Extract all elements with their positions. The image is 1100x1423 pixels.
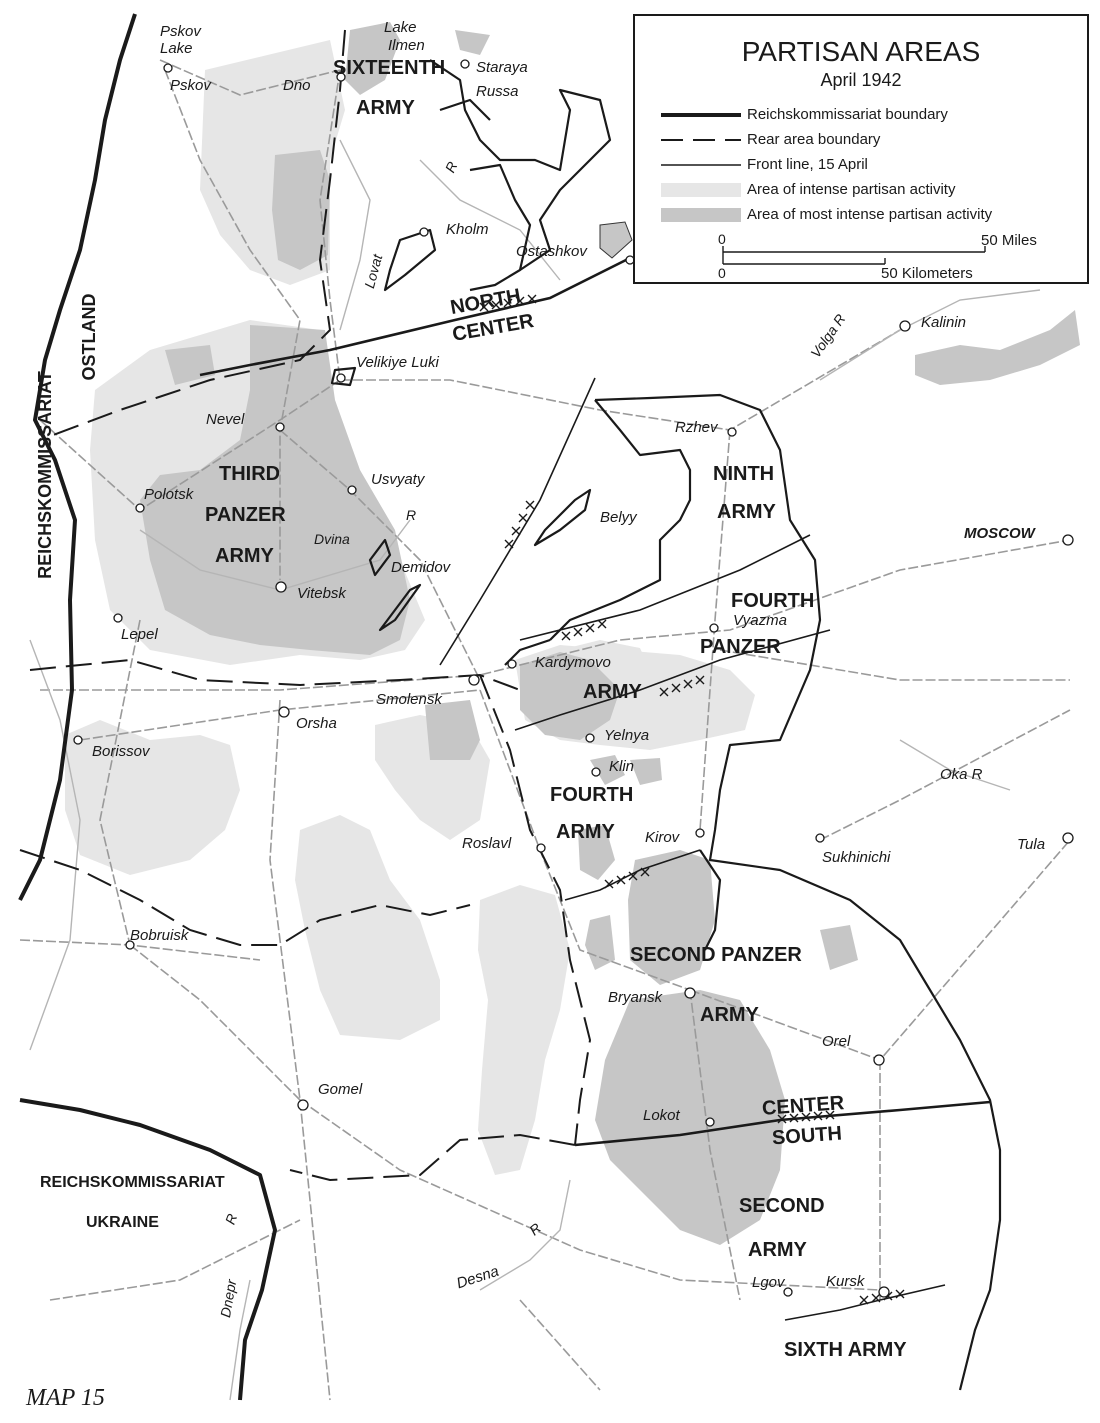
scale-miles-zero: 0 xyxy=(718,231,726,247)
label-tula: Tula xyxy=(1017,836,1046,853)
dark-shade-symbol xyxy=(661,208,741,222)
thick-line-symbol xyxy=(661,110,741,120)
label-borissov: Borissov xyxy=(92,743,150,760)
ostland-label xyxy=(36,330,76,620)
label-desna-r: R xyxy=(526,1219,545,1239)
sixteenth-army-1: SIXTEENTH xyxy=(333,57,446,79)
label-volga: Volga R xyxy=(807,311,849,361)
label-kursk: Kursk xyxy=(826,1273,865,1290)
label-dvina-r: R xyxy=(406,507,417,523)
second-army-2: ARMY xyxy=(748,1239,807,1261)
boundary-north: NORTH xyxy=(448,284,523,320)
label-lake-ilmen-2: Ilmen xyxy=(388,37,425,54)
label-kirov: Kirov xyxy=(645,829,680,846)
label-velikiye-luki: Velikiye Luki xyxy=(356,354,439,371)
ukraine-line1: REICHSKOMMISSARIAT xyxy=(40,1174,225,1191)
label-demidov: Demidov xyxy=(391,559,451,576)
light-shade-symbol xyxy=(661,183,741,197)
label-bryansk: Bryansk xyxy=(608,989,663,1006)
legend-title: PARTISAN AREAS xyxy=(741,36,981,67)
label-usvyaty: Usvyaty xyxy=(371,471,425,488)
label-kardymovo: Kardymovo xyxy=(535,654,611,671)
fourth-panzer-3: ARMY xyxy=(583,681,642,703)
scale-miles-label: 50 Miles xyxy=(981,232,1037,249)
ostland-label-2 xyxy=(80,262,110,412)
label-dnepr: Dnepr xyxy=(217,1278,240,1319)
label-pskov-lake-2: Lake xyxy=(160,40,193,57)
label-staraya-2: Russa xyxy=(476,83,519,100)
ukraine-line2: UKRAINE xyxy=(86,1214,159,1231)
label-lovat-r: R xyxy=(441,159,461,175)
label-lokot: Lokot xyxy=(643,1107,680,1124)
fourth-army-2: ARMY xyxy=(556,821,615,843)
legend-label-reichskommissariat: Reichskommissariat boundary xyxy=(747,106,948,123)
lakes xyxy=(600,222,632,258)
label-klin: Klin xyxy=(609,758,635,775)
label-oka: Oka R xyxy=(940,766,983,783)
boundary-center-lower: CENTER xyxy=(761,1092,845,1120)
legend-label-most-intense: Area of most intense partisan activity xyxy=(747,206,993,223)
map-caption: MAP 15 xyxy=(26,1385,105,1411)
ninth-army-2: ARMY xyxy=(717,501,776,523)
legend-label-rear-area: Rear area boundary xyxy=(747,131,881,148)
boundary-south: SOUTH xyxy=(771,1122,843,1150)
boundary-center-upper: CENTER xyxy=(450,310,536,346)
legend-label-intense: Area of intense partisan activity xyxy=(747,181,956,198)
label-polotsk: Polotsk xyxy=(144,486,194,503)
sixth-army: SIXTH ARMY xyxy=(784,1339,907,1361)
label-kalinin: Kalinin xyxy=(921,314,967,331)
label-lake-ilmen-1: Lake xyxy=(384,19,417,36)
label-lovat: Lovat xyxy=(361,252,386,290)
legend-label-front-line: Front line, 15 April xyxy=(747,156,868,173)
label-nevel: Nevel xyxy=(206,411,245,428)
label-vitebsk: Vitebsk xyxy=(297,585,346,602)
label-dvina: Dvina xyxy=(314,531,350,547)
label-roslavl: Roslavl xyxy=(462,835,512,852)
ostland-line1: REICHSKOMMISSARIAT xyxy=(35,371,55,579)
label-lgov: Lgov xyxy=(752,1274,785,1291)
third-panzer-2: PANZER xyxy=(205,504,286,526)
label-desna: Desna xyxy=(454,1262,501,1293)
thin-line-symbol xyxy=(661,160,741,170)
label-moscow: MOSCOW xyxy=(964,525,1035,542)
second-panzer-1: SECOND PANZER xyxy=(630,944,802,966)
sixteenth-army-2: ARMY xyxy=(356,97,415,119)
label-dno: Dno xyxy=(283,77,311,94)
label-lepel: Lepel xyxy=(121,626,158,643)
label-orsha: Orsha xyxy=(296,715,337,732)
scale-km-zero: 0 xyxy=(718,265,726,281)
map-legend xyxy=(633,14,1089,284)
label-kholm: Kholm xyxy=(446,221,489,238)
label-sukhinichi: Sukhinichi xyxy=(822,849,891,866)
fourth-panzer-2: PANZER xyxy=(700,636,781,658)
label-yelnya: Yelnya xyxy=(604,727,650,744)
label-ostashkov: Ostashkov xyxy=(516,243,587,260)
label-bobruisk: Bobruisk xyxy=(130,927,189,944)
label-vyazma: Vyazma xyxy=(733,612,787,629)
label-belyy: Belyy xyxy=(600,509,637,526)
second-army-1: SECOND xyxy=(739,1195,825,1217)
fourth-army-1: FOURTH xyxy=(550,784,634,806)
label-rzhev: Rzhev xyxy=(675,419,718,436)
label-orel: Orel xyxy=(822,1033,851,1050)
label-gomel: Gomel xyxy=(318,1081,363,1098)
third-panzer-1: THIRD xyxy=(219,463,281,485)
legend-subtitle: April 1942 xyxy=(820,70,902,90)
label-dnepr-r: R xyxy=(221,1211,241,1227)
ostland-line2: OSTLAND xyxy=(79,293,99,381)
fourth-panzer-1: FOURTH xyxy=(731,590,815,612)
label-pskov-lake-1: Pskov xyxy=(160,23,201,40)
label-pskov: Pskov xyxy=(170,77,211,94)
ninth-army-1: NINTH xyxy=(713,463,775,485)
label-smolensk: Smolensk xyxy=(376,691,442,708)
second-panzer-2: ARMY xyxy=(700,1004,759,1026)
scale-km-label: 50 Kilometers xyxy=(881,265,973,282)
dashed-line-symbol xyxy=(661,135,741,145)
third-panzer-3: ARMY xyxy=(215,545,274,567)
label-staraya-1: Staraya xyxy=(476,59,528,76)
